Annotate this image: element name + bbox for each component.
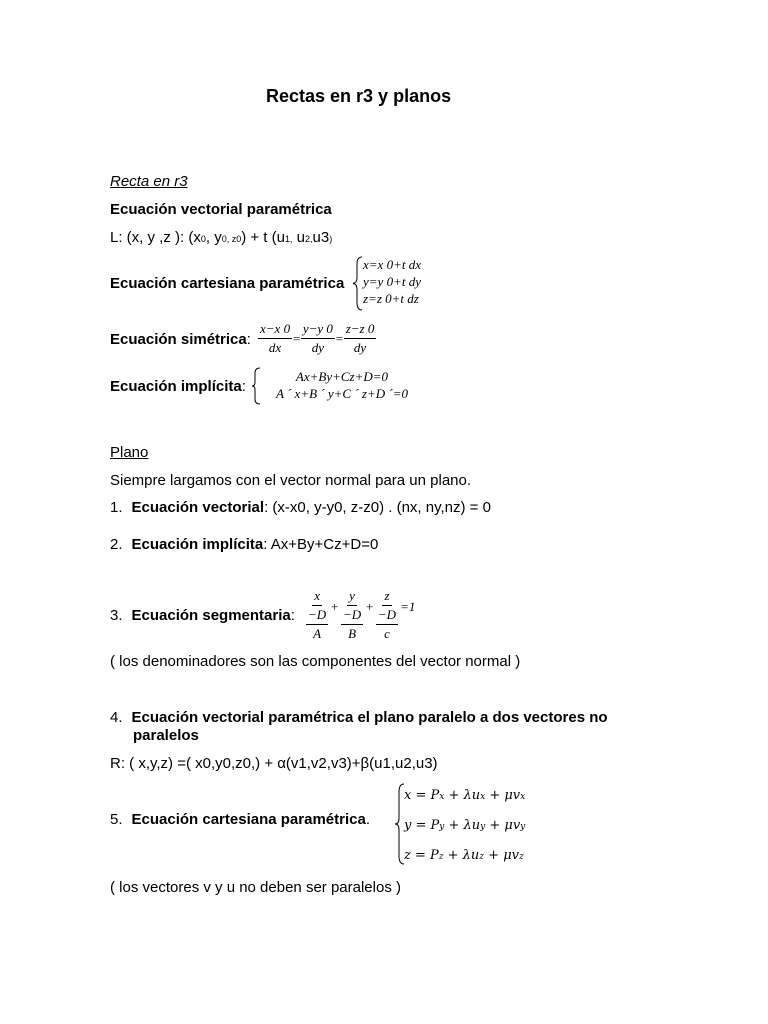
- eq-line-2: A ´ x+B ´ y+C ´ z+D ´=0: [276, 386, 408, 401]
- list-item: 4. Ecuación vectorial paramétrica el plano paralelo a dos vectores no: [110, 709, 608, 726]
- equation-r: R: ( x,y,z) =( x0,y0,z0,) + α(v1,v2,v3)+β(u1,u2,u3): [110, 755, 438, 772]
- label-simetrica-row: Ecuación simétrica:: [110, 331, 251, 348]
- note-denominadores: ( los denominadores son las componentes del vector normal ): [110, 653, 521, 670]
- label-simetrica: Ecuación simétrica: [110, 331, 247, 348]
- label-implicita: Ecuación implícita: [110, 378, 242, 395]
- equation-segmentaria: $\frac{x}{\frac{-D}{A}}$ + $\frac{y}{\frac{-D}{B}}$ + $\frac{z}{\frac{-D}{c}}$ =1: [304, 588, 415, 642]
- note-vectores: ( los vectores v y u no deben ser paralelos ): [110, 879, 401, 896]
- plano-intro: Siempre largamos con el vector normal para un plano.: [110, 472, 472, 489]
- equation-vectorial-parametrica: L: (x, y ,z ): (x0, y0, z0) + t (u1, u2,u3): [110, 229, 333, 246]
- fraction: $\frac{z}{\frac{-D}{c}}$: [377, 588, 397, 641]
- section-heading-plano: Plano: [110, 444, 149, 461]
- fraction: $\frac{z-z 0}{dy}$: [345, 321, 375, 355]
- eq-line-y: y=y 0+t dy: [363, 274, 421, 289]
- fraction: $\frac{y}{\frac{-D}{B}}$: [342, 588, 362, 641]
- label-cartesiana-parametrica: Ecuación cartesiana paramétrica: [110, 275, 345, 292]
- list-item: 3. Ecuación segmentaria:: [110, 607, 295, 624]
- eq-line-1: Ax+By+Cz+D=0: [295, 369, 389, 384]
- list-item: 2. Ecuación implícita: Ax+By+Cz+D=0: [110, 536, 379, 553]
- page-title: Rectas en r3 y planos: [266, 86, 452, 106]
- fraction: $\frac{y-y 0}{dy}$: [302, 321, 333, 355]
- equation-simetrica: $\frac{x-x 0}{dx}$ = $\frac{y-y 0}{dy}$ = $\frac{z-z 0}{dy}$: [260, 321, 375, 355]
- fraction: $\frac{x-x 0}{dx}$: [260, 321, 291, 355]
- fraction: $\frac{x}{\frac{-D}{A}}$: [308, 588, 327, 641]
- eq-line-x: x=x 0+t dx: [363, 257, 421, 272]
- eq-line-z: z=z 0+t dz: [363, 291, 419, 306]
- label-vectorial-parametrica: Ecuación vectorial paramétrica: [110, 201, 332, 218]
- section-heading-recta: Recta en r3: [110, 173, 188, 190]
- eq-line-x: x = Px + λux + μvx: [404, 788, 526, 803]
- list-item-continuation: paralelos: [133, 727, 199, 744]
- list-item: 5. Ecuación cartesiana paramétrica.: [110, 811, 370, 828]
- label-implicita-row: Ecuación implícita:: [110, 378, 246, 395]
- list-item: 1. Ecuación vectorial: (x-x0, y-y0, z-z0) . (nx, ny,nz) = 0: [110, 499, 491, 516]
- eq-line-y: y = Py + λuy + μvy: [404, 818, 526, 833]
- eq-line-z: z = Pz + λuz + μvz: [404, 848, 524, 863]
